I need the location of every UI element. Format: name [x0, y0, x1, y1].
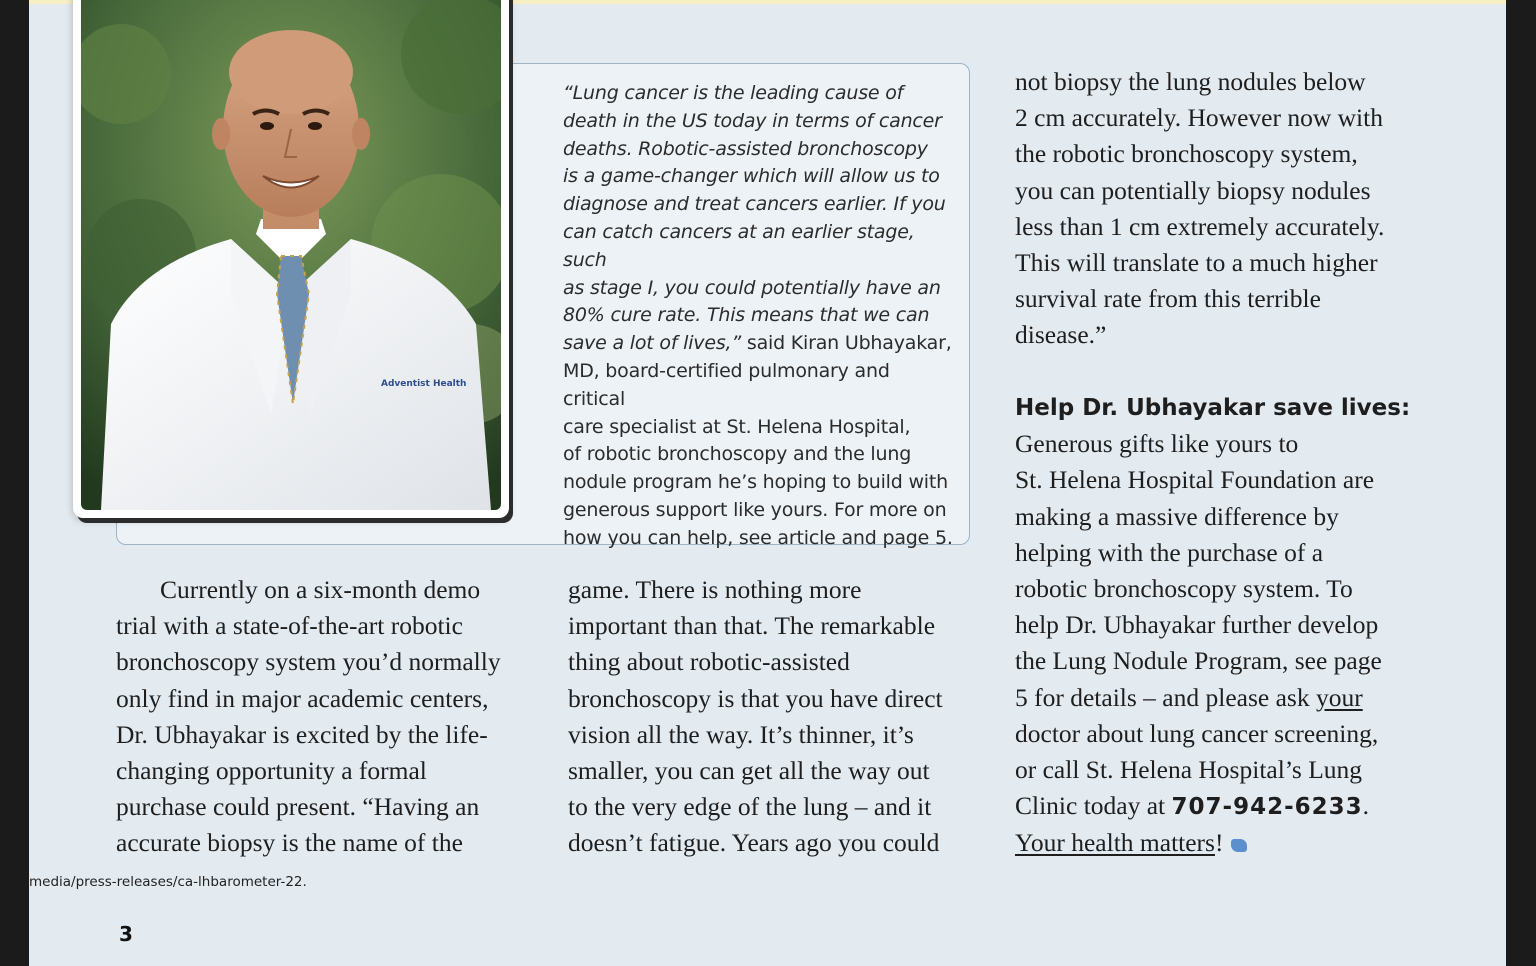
column-line: disease.”: [1015, 320, 1107, 350]
quote-italic-line: is a game-changer which will allow us to: [563, 165, 940, 188]
article-column-2: [568, 572, 988, 862]
column-line: only find in major academic centers,: [116, 683, 489, 713]
cta-line: robotic bronchoscopy system. To: [1015, 574, 1353, 604]
article-column-3-top: [1015, 64, 1435, 354]
column-line: purchase could present. “Having an: [116, 792, 480, 822]
your-health-matters-link[interactable]: Your health matters: [1015, 828, 1215, 858]
column-line: doesn’t fatigue. Years ago you could: [568, 828, 940, 858]
column-line: not biopsy the lung nodules below: [1015, 67, 1366, 96]
phone-number-link[interactable]: 707-942-6233: [1171, 794, 1363, 821]
quote-italic-line: deaths. Robotic-assisted bronchoscopy: [563, 137, 928, 160]
quote-italic-line: as stage I, you could potentially have an: [563, 276, 941, 299]
column-line: important than that. The remarkable: [568, 611, 936, 641]
cta-line: doctor about lung cancer screening,: [1015, 718, 1379, 748]
column-line: smaller, you can get all the way out: [568, 756, 930, 786]
doctor-quote: [563, 80, 953, 553]
quote-italic-tail: save a lot of lives,”: [563, 332, 742, 355]
column-line: accurate biopsy is the name of the: [116, 828, 463, 858]
cta-line: help Dr. Ubhayakar further develop: [1015, 610, 1379, 640]
column-line: vision all the way. It’s thinner, it’s: [568, 719, 914, 749]
column-line: the robotic bronchoscopy system,: [1015, 139, 1358, 169]
quote-italic-line: death in the US today in terms of cancer: [563, 109, 942, 132]
cta-line: helping with the purchase of a: [1015, 537, 1324, 567]
doctor-photo-frame: [73, 0, 509, 518]
cta-line: [1015, 788, 1435, 825]
column-line-text: Currently on a six-month demo: [160, 575, 481, 604]
quote-attribution-line: how you can help, see article and page 5.: [563, 526, 953, 549]
cta-line: [1015, 825, 1435, 861]
column-line: game. There is nothing more: [568, 575, 862, 604]
column-line: [116, 572, 536, 608]
quote-italic-line: can catch cancers at an earlier stage, such: [563, 220, 915, 271]
quote-attribution-line: MD, board-certified pulmonary and critical: [563, 359, 890, 410]
column-line: bronchoscopy system you’d normally: [116, 647, 501, 677]
column-line: This will translate to a much higher: [1015, 248, 1378, 278]
cta-line: Generous gifts like yours to: [1015, 429, 1299, 459]
doctor-photo: [81, 0, 501, 510]
cta-line: [1015, 680, 1435, 716]
quote-attribution-text: said Kiran Ubhayakar,: [741, 332, 952, 355]
column-line: to the very edge of the lung – and it: [568, 792, 932, 822]
cta-text: !: [1214, 828, 1224, 858]
quote-attribution-line: nodule program he’s hoping to build with: [563, 471, 948, 494]
cta-text: .: [1362, 791, 1370, 821]
quote-attribution-line: generous support like yours. For more on: [563, 498, 947, 521]
quote-italic-line: 80% cure rate. This means that we can: [563, 304, 930, 327]
magazine-page: [29, 0, 1506, 966]
column-line: 2 cm accurately. However now with: [1015, 103, 1383, 133]
column-line: Dr. Ubhayakar is excited by the life-: [116, 719, 488, 749]
column-line: survival rate from this terrible: [1015, 284, 1321, 314]
cta-line: making a massive difference by: [1015, 501, 1339, 531]
quote-attribution-start: [563, 330, 953, 358]
coat-badge-text: Adventist Health: [381, 379, 467, 389]
quote-italic-line: “Lung cancer is the leading cause of: [563, 82, 904, 104]
column-line: bronchoscopy is that you have direct: [568, 683, 943, 713]
page-number: 3: [119, 922, 133, 946]
column-line: trial with a state-of-the-art robotic: [116, 611, 463, 641]
your-doctor-link[interactable]: your: [1315, 682, 1363, 712]
cta-text: Clinic today at: [1015, 791, 1172, 821]
column-line: less than 1 cm extremely accurately.: [1015, 211, 1385, 241]
cta-line: St. Helena Hospital Foundation are: [1015, 465, 1375, 495]
cta-heading: Help Dr. Ubhayakar save lives:: [1015, 395, 1411, 421]
quote-attribution-line: of robotic bronchoscopy and the lung: [563, 443, 912, 466]
donation-call-to-action: [1015, 390, 1435, 862]
article-column-1: [116, 572, 536, 862]
quote-attribution-line: care specialist at St. Helena Hospital,: [563, 415, 911, 438]
cta-line: or call St. Helena Hospital’s Lung: [1015, 755, 1363, 785]
quote-italic-line: diagnose and treat cancers earlier. If you: [563, 193, 946, 216]
column-line: thing about robotic-assisted: [568, 647, 850, 677]
cta-line: the Lung Nodule Program, see page: [1015, 646, 1382, 676]
column-line: you can potentially biopsy nodules: [1015, 175, 1371, 205]
source-footnote: media/press-releases/ca-lhbarometer-22.: [29, 874, 307, 890]
column-line: changing opportunity a formal: [116, 756, 427, 786]
cta-text: 5 for details – and please ask: [1015, 682, 1316, 712]
article-end-mark-icon: [1231, 839, 1247, 852]
